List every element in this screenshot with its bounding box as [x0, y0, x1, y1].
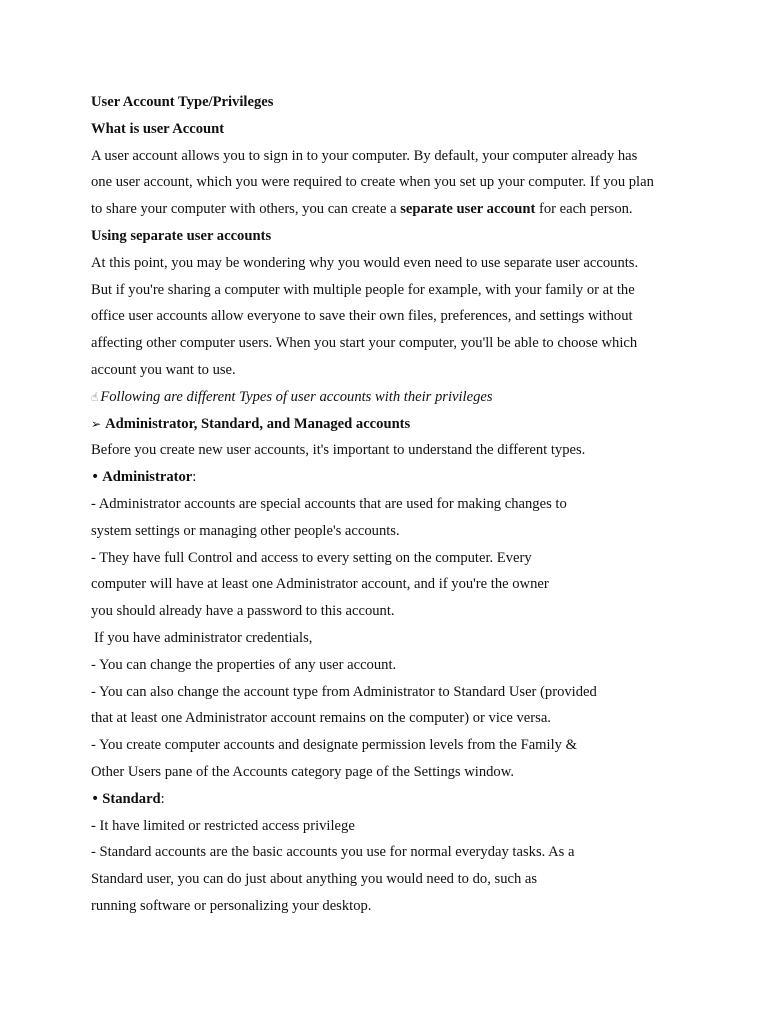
admin-line-7: - You can change the properties of any user account.: [91, 656, 397, 673]
bullet-dot-icon: •: [91, 790, 100, 807]
bullet-dot-icon: •: [91, 469, 100, 486]
admin-credentials-text: If you have administrator credentials,: [94, 629, 313, 646]
using-line-1: At this point, you may be wondering why you would even need to use separate user accounts.: [91, 254, 639, 271]
admin-line-8: - You can also change the account type from Administrator to Standard User (provided: [91, 683, 597, 700]
standard-line-4: running software or personalizing your desktop.: [91, 897, 372, 914]
admin-line-5: you should already have a password to this account.: [91, 603, 395, 620]
heading-using-separate-accounts: Using separate user accounts: [91, 227, 272, 244]
standard-line-1: - It have limited or restricted access privilege: [91, 817, 355, 834]
document-page: [91, 89, 691, 920]
intro-line-1: A user account allows you to sign in to your computer. By default, your computer already has: [91, 147, 638, 164]
intro-line-3-pre: to share your computer with others, you can create a: [91, 201, 401, 218]
standard-colon: :: [160, 790, 165, 807]
admin-heading: [91, 464, 691, 491]
pointer-note-text: Following are different Types of user accounts with their privileges: [100, 388, 493, 405]
types-intro: Before you create new user accounts, it's important to understand the different types.: [91, 442, 586, 459]
intro-emphasis: separate user account: [400, 201, 536, 218]
document-title: User Account Type/Privileges: [91, 94, 274, 110]
admin-line-9: that at least one Administrator account remains on the computer) or vice versa.: [91, 710, 551, 727]
using-line-5: account you want to use.: [91, 361, 236, 378]
arrow-bullet-icon: ➢: [91, 416, 102, 431]
admin-line-11: Other Users pane of the Accounts category page of the Settings window.: [91, 763, 514, 780]
admin-credentials-note: [91, 625, 691, 652]
heading-what-is-user-account: What is user Account: [91, 120, 225, 137]
intro-line-2: one user account, which you were required to create when you set up your computer. If you plan: [91, 174, 654, 191]
standard-heading: [91, 786, 691, 813]
admin-line-10: - You create computer accounts and designate permission levels from the Family &: [91, 737, 577, 754]
types-heading-text: Administrator, Standard, and Managed accounts: [105, 415, 411, 432]
intro-line-3: [91, 196, 691, 223]
admin-line-3: - They have full Control and access to every setting on the computer. Every: [91, 549, 532, 566]
standard-label: Standard: [102, 790, 161, 807]
using-line-2: But if you're sharing a computer with multiple people for example, with your family or at the: [91, 281, 635, 298]
admin-line-2: system settings or managing other people's accounts.: [91, 522, 400, 539]
pointer-note: [91, 384, 691, 411]
admin-line-4: computer will have at least one Administrator account, and if you're the owner: [91, 576, 549, 593]
admin-label: Administrator: [102, 469, 193, 486]
admin-line-1: - Administrator accounts are special accounts that are used for making changes to: [91, 495, 567, 512]
types-heading: [91, 411, 691, 438]
using-line-3: office user accounts allow everyone to save their own files, preferences, and settings without: [91, 308, 633, 325]
admin-colon: :: [192, 469, 197, 486]
pointing-hand-icon: ☝: [91, 389, 99, 404]
using-line-4: affecting other computer users. When you start your computer, you'll be able to choose which: [91, 335, 638, 352]
standard-line-2: - Standard accounts are the basic accounts you use for normal everyday tasks. As a: [91, 844, 575, 861]
standard-line-3: Standard user, you can do just about anything you would need to do, such as: [91, 871, 538, 888]
intro-line-3-post: for each person.: [535, 201, 633, 218]
